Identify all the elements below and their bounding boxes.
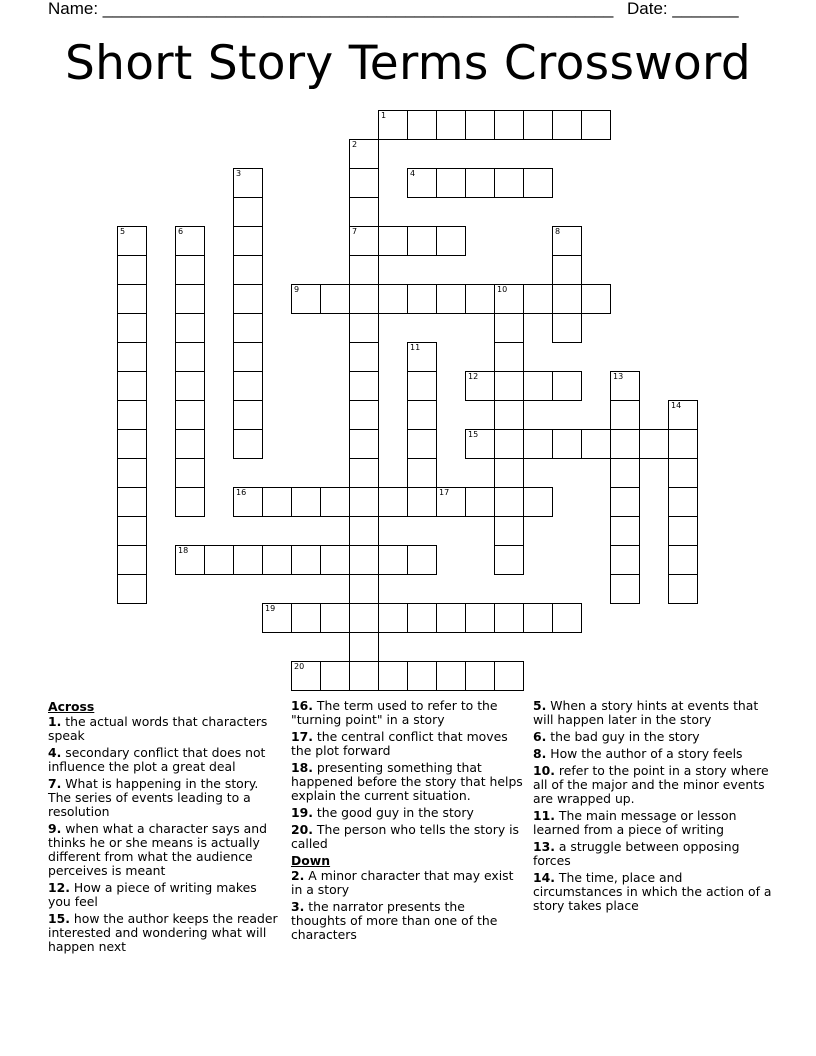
grid-cell[interactable] — [349, 313, 379, 343]
cell-number: 12 — [468, 372, 479, 381]
grid-cell[interactable] — [204, 545, 234, 575]
cell-number: 7 — [352, 227, 358, 236]
grid-cell[interactable] — [494, 168, 524, 198]
grid-cell[interactable] — [117, 487, 147, 517]
grid-cell[interactable] — [349, 284, 379, 314]
grid-cell[interactable] — [349, 661, 379, 691]
grid-cell[interactable] — [175, 371, 205, 401]
clue-12 — [48, 881, 280, 909]
grid-cell[interactable] — [349, 400, 379, 430]
clue-number: 13. — [533, 839, 555, 854]
grid-cell[interactable] — [117, 400, 147, 430]
grid-cell[interactable] — [291, 545, 321, 575]
cell-number: 3 — [236, 169, 242, 178]
clue-number: 11. — [533, 808, 555, 823]
grid-cell[interactable] — [117, 284, 147, 314]
grid-cell[interactable] — [610, 458, 640, 488]
grid-cell[interactable] — [233, 400, 263, 430]
grid-cell[interactable] — [349, 458, 379, 488]
clue-number: 3. — [291, 899, 305, 914]
grid-cell[interactable] — [465, 168, 495, 198]
grid-cell[interactable] — [465, 487, 495, 517]
grid-cell[interactable] — [175, 458, 205, 488]
grid-cell[interactable] — [175, 545, 205, 575]
grid-cell[interactable] — [552, 429, 582, 459]
grid-cell[interactable] — [349, 197, 379, 227]
grid-cell[interactable] — [610, 545, 640, 575]
grid-cell[interactable] — [494, 661, 524, 691]
clue-number: 20. — [291, 822, 313, 837]
across-clue-list-continued — [291, 699, 523, 851]
grid-cell[interactable] — [552, 255, 582, 285]
grid-cell[interactable] — [117, 342, 147, 372]
clue-number: 2. — [291, 868, 305, 883]
clue-number: 15. — [48, 911, 70, 926]
grid-cell[interactable] — [378, 603, 408, 633]
clue-number: 16. — [291, 698, 313, 713]
clue-text: When a story hints at events that will happen later in the story — [533, 698, 759, 727]
grid-cell[interactable] — [552, 110, 582, 140]
clue-text: The time, place and circumstances in which the action of a story takes place — [533, 870, 772, 913]
clue-text: the actual words that characters speak — [48, 714, 268, 743]
grid-cell[interactable] — [494, 313, 524, 343]
grid-cell[interactable] — [117, 255, 147, 285]
grid-cell[interactable] — [262, 487, 292, 517]
clue-number: 19. — [291, 805, 313, 820]
clue-text: refer to the point in a story where all of the major and the minor events are wrapped up. — [533, 763, 769, 806]
clue-text: How the author of a story feels — [546, 746, 743, 761]
grid-cell[interactable] — [436, 168, 466, 198]
grid-cell[interactable] — [494, 429, 524, 459]
grid-cell[interactable] — [668, 574, 698, 604]
grid-cell[interactable] — [291, 603, 321, 633]
down-clue-list — [291, 869, 523, 942]
grid-cell[interactable] — [552, 371, 582, 401]
clues-column-3 — [533, 699, 773, 916]
grid-cell[interactable] — [552, 284, 582, 314]
cell-number: 14 — [671, 401, 682, 410]
grid-cell[interactable] — [349, 545, 379, 575]
grid-cell[interactable] — [233, 342, 263, 372]
grid-cell[interactable] — [233, 226, 263, 256]
clue-text: The person who tells the story is called — [291, 822, 519, 851]
grid-cell[interactable] — [494, 284, 524, 314]
grid-cell[interactable] — [523, 371, 553, 401]
grid-cell[interactable] — [494, 545, 524, 575]
grid-cell[interactable] — [552, 226, 582, 256]
grid-cell[interactable] — [523, 603, 553, 633]
clue-7 — [48, 777, 280, 819]
grid-cell[interactable] — [552, 313, 582, 343]
grid-cell[interactable] — [262, 603, 292, 633]
clue-text: How a piece of writing makes you feel — [48, 880, 257, 909]
grid-cell[interactable] — [494, 400, 524, 430]
grid-cell[interactable] — [349, 603, 379, 633]
clue-16 — [291, 699, 523, 727]
grid-cell[interactable] — [233, 284, 263, 314]
grid-cell[interactable] — [610, 429, 640, 459]
grid-cell[interactable] — [233, 487, 263, 517]
down-heading: Down — [291, 853, 331, 868]
across-clue-list — [48, 715, 280, 954]
clue-5 — [533, 699, 773, 727]
grid-cell[interactable] — [349, 168, 379, 198]
grid-cell[interactable] — [378, 545, 408, 575]
grid-cell[interactable] — [320, 284, 350, 314]
clue-number: 17. — [291, 729, 313, 744]
grid-cell[interactable] — [349, 632, 379, 662]
grid-cell[interactable] — [233, 168, 263, 198]
grid-cell[interactable] — [407, 545, 437, 575]
grid-cell[interactable] — [407, 487, 437, 517]
grid-cell[interactable] — [117, 516, 147, 546]
grid-cell[interactable] — [494, 342, 524, 372]
grid-cell[interactable] — [233, 371, 263, 401]
grid-cell[interactable] — [523, 487, 553, 517]
clue-14 — [533, 871, 773, 913]
grid-cell[interactable] — [378, 110, 408, 140]
grid-cell[interactable] — [581, 110, 611, 140]
grid-cell[interactable] — [465, 661, 495, 691]
clue-9 — [48, 822, 280, 878]
grid-cell[interactable] — [407, 458, 437, 488]
clue-number: 12. — [48, 880, 70, 895]
grid-cell[interactable] — [378, 284, 408, 314]
grid-cell[interactable] — [349, 429, 379, 459]
cell-number: 13 — [613, 372, 624, 381]
cell-number: 8 — [555, 227, 561, 236]
grid-cell[interactable] — [407, 168, 437, 198]
grid-cell[interactable] — [581, 284, 611, 314]
grid-cell[interactable] — [407, 371, 437, 401]
grid-cell[interactable] — [407, 400, 437, 430]
grid-cell[interactable] — [610, 487, 640, 517]
clue-18 — [291, 761, 523, 803]
grid-cell[interactable] — [407, 342, 437, 372]
clue-2 — [291, 869, 523, 897]
cell-number: 9 — [294, 285, 300, 294]
grid-cell[interactable] — [639, 429, 669, 459]
grid-cell[interactable] — [436, 661, 466, 691]
grid-cell[interactable] — [175, 226, 205, 256]
grid-cell[interactable] — [523, 110, 553, 140]
grid-cell[interactable] — [494, 110, 524, 140]
grid-cell[interactable] — [117, 574, 147, 604]
grid-cell[interactable] — [349, 516, 379, 546]
clue-4 — [48, 746, 280, 774]
grid-cell[interactable] — [610, 371, 640, 401]
grid-cell[interactable] — [378, 487, 408, 517]
cell-number: 1 — [381, 111, 387, 120]
cell-number: 17 — [439, 488, 450, 497]
grid-cell[interactable] — [320, 661, 350, 691]
grid-cell[interactable] — [407, 603, 437, 633]
clue-text: presenting something that happened before the story that helps explain the current situation. — [291, 760, 523, 803]
grid-cell[interactable] — [668, 487, 698, 517]
clue-text: the central conflict that moves the plot forward — [291, 729, 508, 758]
grid-cell[interactable] — [465, 284, 495, 314]
grid-cell[interactable] — [494, 516, 524, 546]
clue-text: secondary conflict that does not influence the plot a great deal — [48, 745, 266, 774]
clue-number: 6. — [533, 729, 547, 744]
grid-cell[interactable] — [465, 429, 495, 459]
clue-1 — [48, 715, 280, 743]
grid-cell[interactable] — [436, 284, 466, 314]
cell-number: 15 — [468, 430, 479, 439]
down-clue-list-continued — [533, 699, 773, 913]
grid-cell[interactable] — [465, 603, 495, 633]
cell-number: 6 — [178, 227, 184, 236]
clue-number: 14. — [533, 870, 555, 885]
date-field[interactable]: Date: _______ — [627, 0, 739, 18]
grid-cell[interactable] — [407, 661, 437, 691]
grid-cell[interactable] — [349, 226, 379, 256]
grid-cell[interactable] — [465, 110, 495, 140]
clue-3 — [291, 900, 523, 942]
clue-number: 1. — [48, 714, 62, 729]
grid-cell[interactable] — [610, 516, 640, 546]
clue-number: 4. — [48, 745, 62, 760]
grid-cell[interactable] — [291, 661, 321, 691]
grid-cell[interactable] — [349, 574, 379, 604]
grid-cell[interactable] — [436, 603, 466, 633]
grid-cell[interactable] — [175, 487, 205, 517]
grid-cell[interactable] — [465, 371, 495, 401]
grid-cell[interactable] — [494, 458, 524, 488]
clue-text: A minor character that may exist in a story — [291, 868, 514, 897]
grid-cell[interactable] — [436, 487, 466, 517]
grid-cell[interactable] — [349, 371, 379, 401]
grid-cell[interactable] — [349, 487, 379, 517]
name-field[interactable]: Name: ______________________________________________________ — [48, 0, 614, 18]
grid-cell[interactable] — [668, 545, 698, 575]
grid-cell[interactable] — [175, 342, 205, 372]
clue-text: The main message or lesson learned from a piece of writing — [533, 808, 737, 837]
grid-cell[interactable] — [407, 429, 437, 459]
grid-cell[interactable] — [117, 226, 147, 256]
grid-cell[interactable] — [291, 487, 321, 517]
grid-cell[interactable] — [233, 545, 263, 575]
grid-cell[interactable] — [233, 313, 263, 343]
clue-number: 7. — [48, 776, 62, 791]
clue-11 — [533, 809, 773, 837]
clue-text: a struggle between opposing forces — [533, 839, 740, 868]
cell-number: 18 — [178, 546, 189, 555]
grid-cell[interactable] — [349, 255, 379, 285]
grid-cell[interactable] — [436, 226, 466, 256]
grid-cell[interactable] — [349, 342, 379, 372]
grid-cell[interactable] — [117, 371, 147, 401]
cell-number: 19 — [265, 604, 276, 613]
clue-text: how the author keeps the reader interested and wondering what will happen next — [48, 911, 278, 954]
grid-cell[interactable] — [233, 255, 263, 285]
page-title: Short Story Terms Crossword — [65, 36, 751, 91]
grid-cell[interactable] — [523, 168, 553, 198]
grid-cell[interactable] — [349, 139, 379, 169]
clue-text: the good guy in the story — [312, 805, 474, 820]
grid-cell[interactable] — [668, 458, 698, 488]
cell-number: 5 — [120, 227, 126, 236]
clue-19 — [291, 806, 523, 820]
clue-text: the narrator presents the thoughts of more than one of the characters — [291, 899, 498, 942]
grid-cell[interactable] — [175, 429, 205, 459]
cell-number: 11 — [410, 343, 421, 352]
across-heading: Across — [48, 699, 95, 714]
grid-cell[interactable] — [291, 284, 321, 314]
clue-10 — [533, 764, 773, 806]
cell-number: 4 — [410, 169, 416, 178]
grid-cell[interactable] — [668, 429, 698, 459]
grid-cell[interactable] — [320, 545, 350, 575]
clue-number: 8. — [533, 746, 547, 761]
cell-number: 20 — [294, 662, 305, 671]
cell-number: 10 — [497, 285, 508, 294]
grid-cell[interactable] — [233, 197, 263, 227]
grid-cell[interactable] — [581, 429, 611, 459]
grid-cell[interactable] — [494, 603, 524, 633]
grid-cell[interactable] — [378, 661, 408, 691]
grid-cell[interactable] — [378, 226, 408, 256]
clue-text: the bad guy in the story — [546, 729, 700, 744]
clue-number: 10. — [533, 763, 555, 778]
clues-column-1 — [48, 699, 280, 957]
grid-cell[interactable] — [320, 603, 350, 633]
clue-17 — [291, 730, 523, 758]
grid-cell[interactable] — [262, 545, 292, 575]
grid-cell[interactable] — [407, 284, 437, 314]
clues-column-2 — [291, 699, 523, 945]
grid-cell[interactable] — [523, 429, 553, 459]
grid-cell[interactable] — [552, 603, 582, 633]
grid-cell[interactable] — [610, 400, 640, 430]
grid-cell[interactable] — [117, 458, 147, 488]
grid-cell[interactable] — [175, 284, 205, 314]
clue-text: The term used to refer to the "turning point" in a story — [291, 698, 498, 727]
grid-cell[interactable] — [668, 400, 698, 430]
grid-cell[interactable] — [175, 400, 205, 430]
clue-15 — [48, 912, 280, 954]
grid-cell[interactable] — [668, 516, 698, 546]
clue-number: 5. — [533, 698, 547, 713]
grid-cell[interactable] — [117, 429, 147, 459]
grid-cell[interactable] — [175, 313, 205, 343]
grid-cell[interactable] — [117, 313, 147, 343]
clue-text: What is happening in the story. The series of events leading to a resolution — [48, 776, 259, 819]
clue-number: 9. — [48, 821, 62, 836]
grid-cell[interactable] — [175, 255, 205, 285]
cell-number: 16 — [236, 488, 247, 497]
grid-cell[interactable] — [494, 487, 524, 517]
grid-cell[interactable] — [610, 574, 640, 604]
grid-cell[interactable] — [436, 110, 466, 140]
clue-8 — [533, 747, 773, 761]
grid-cell[interactable] — [523, 284, 553, 314]
grid-cell[interactable] — [407, 110, 437, 140]
grid-cell[interactable] — [407, 226, 437, 256]
clue-13 — [533, 840, 773, 868]
grid-cell[interactable] — [320, 487, 350, 517]
grid-cell[interactable] — [117, 545, 147, 575]
clue-20 — [291, 823, 523, 851]
cell-number: 2 — [352, 140, 358, 149]
clue-6 — [533, 730, 773, 744]
grid-cell[interactable] — [494, 371, 524, 401]
clue-number: 18. — [291, 760, 313, 775]
grid-cell[interactable] — [233, 429, 263, 459]
clue-text: when what a character says and thinks he or she means is actually different from what the audience perceives is meant — [48, 821, 267, 878]
